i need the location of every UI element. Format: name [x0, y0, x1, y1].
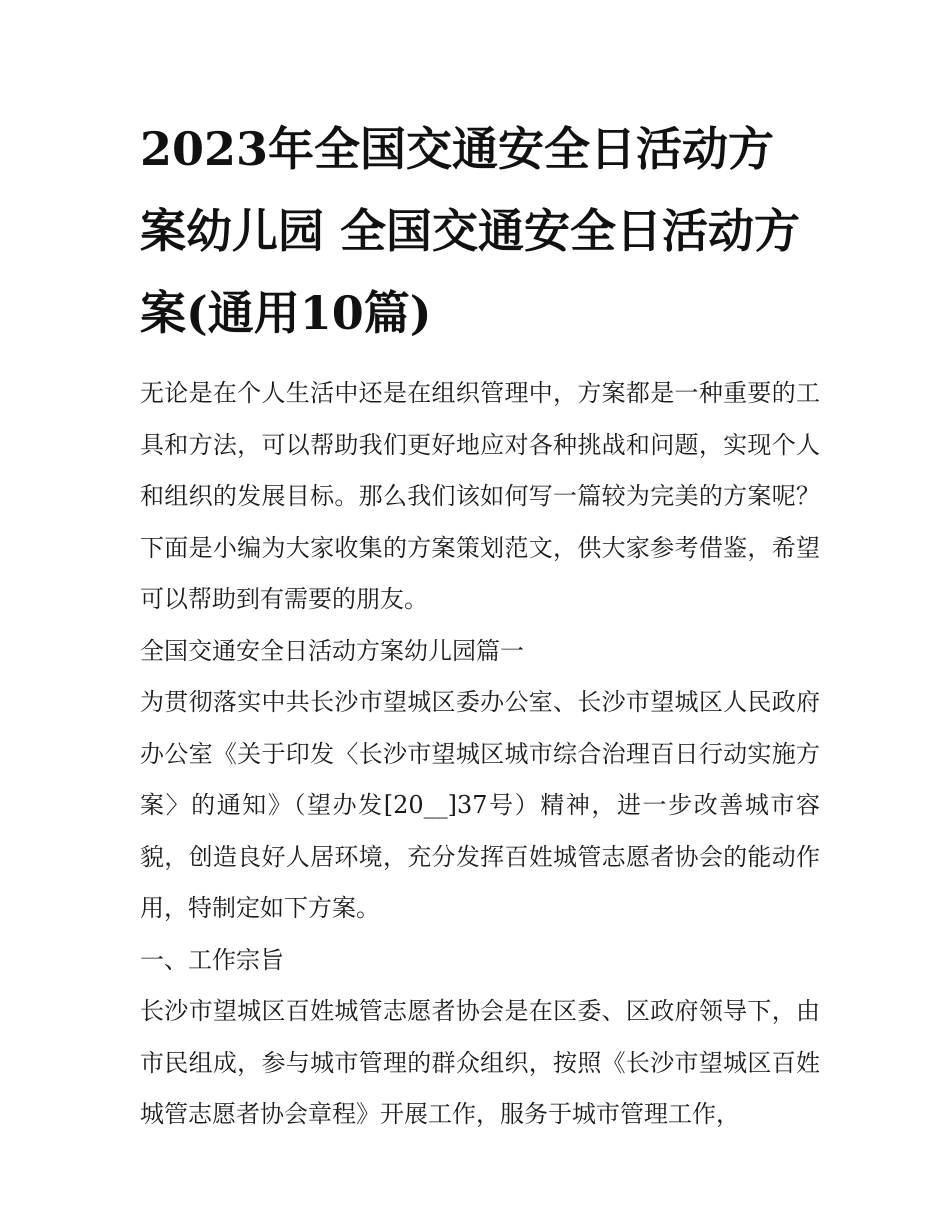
body-paragraph-2: 长沙市望城区百姓城管志愿者协会是在区委、区政府领导下，由市民组成，参与城市管理的群众组织，按照《长沙市望城区百姓城管志愿者协会章程》开展工作，服务于城市管理工作， [140, 997, 820, 1128]
intro-paragraph: 无论是在个人生活中还是在组织管理中，方案都是一种重要的工具和方法，可以帮助我们更好地应对各种挑战和问题，实现个人和组织的发展目标。那么我们该如何写一篇较为完美的方案呢？下面是小编为大家收集的方案策划范文，供大家参考借鉴，希望可以帮助到有需要的朋友。 [140, 379, 820, 613]
subheading-work-purpose: 一、工作宗旨 [140, 945, 284, 974]
body-paragraph-1: 为贯彻落实中共长沙市望城区委办公室、长沙市望城区人民政府办公室《关于印发〈长沙市望城区城市综合治理百日行动实施方案〉的通知》（望办发[20__]37号）精神，进一步改善城市容貌，创造良好人居环境，充分发挥百姓城管志愿者协会的能动作用，特制定如下方案。 [140, 688, 820, 922]
document-title: 2023年全国交通安全日活动方案幼儿园 全国交通安全日活动方案(通用10篇) [140, 122, 801, 340]
section-heading: 全国交通安全日活动方案幼儿园篇一 [140, 636, 524, 665]
document-page [140, 108, 820, 1141]
